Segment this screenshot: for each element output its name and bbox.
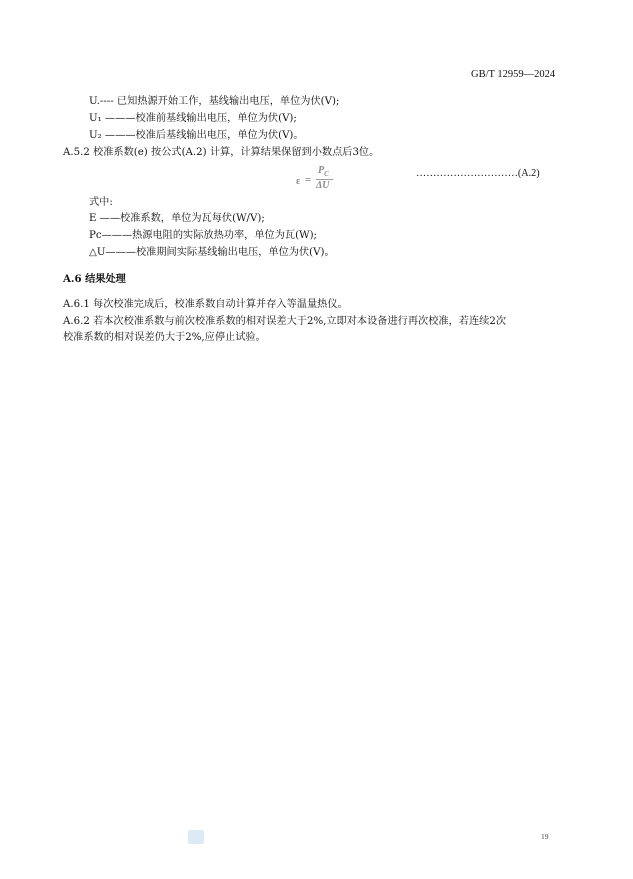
where-label: 式中: <box>89 197 113 208</box>
formula-numerator-base: P <box>318 165 325 176</box>
definition-pc: Pc———热源电阻的实际放热功率，单位为瓦(W); <box>89 230 317 241</box>
formula-numerator <box>318 165 329 178</box>
formula-lhs: ε <box>296 176 301 187</box>
clause-a-6-1: A.6.1 每次校准完成后，校准系数自动计算并存入等温量热仪。 <box>63 299 348 310</box>
page-number: 19 <box>541 832 549 841</box>
watermark-logo <box>188 830 204 844</box>
definition-e: E ——校准系数，单位为瓦每伏(W/V); <box>89 213 265 224</box>
formula-denominator: ΔU <box>316 180 330 191</box>
formula-equals: = <box>305 174 312 186</box>
section-a-6-heading: A.6 结果处理 <box>63 273 126 285</box>
clause-a-6-2: A.6.2 若本次校准系数与前次校准系数的相对误差大于2%,立即对本设备进行再次校准，若连续2次 <box>63 316 507 327</box>
clause-a-5-2: A.5.2 校准系数(e) 按公式(A.2) 计算，计算结果保留到小数点后3位。 <box>63 147 380 158</box>
page-header: GB/T 12959—2024 <box>471 69 556 80</box>
formula-numerator-sub: C <box>324 170 329 178</box>
definition-delta-u: △U———校准期间实际基线输出电压，单位为伏(V)。 <box>89 247 335 258</box>
definition-u1: U₁ ———校准前基线输出电压，单位为伏(V); <box>89 113 297 124</box>
formula-reference: …………………………(A.2) <box>416 168 540 179</box>
definition-u0: U.---- 已知热源开始工作，基线输出电压，单位为伏(V); <box>89 96 340 107</box>
definition-u2: U₂ ———校准后基线输出电压，单位为伏(V)。 <box>89 130 304 141</box>
clause-a-6-2-continued: 校准系数的相对误差仍大于2%,应停止试验。 <box>63 332 266 343</box>
